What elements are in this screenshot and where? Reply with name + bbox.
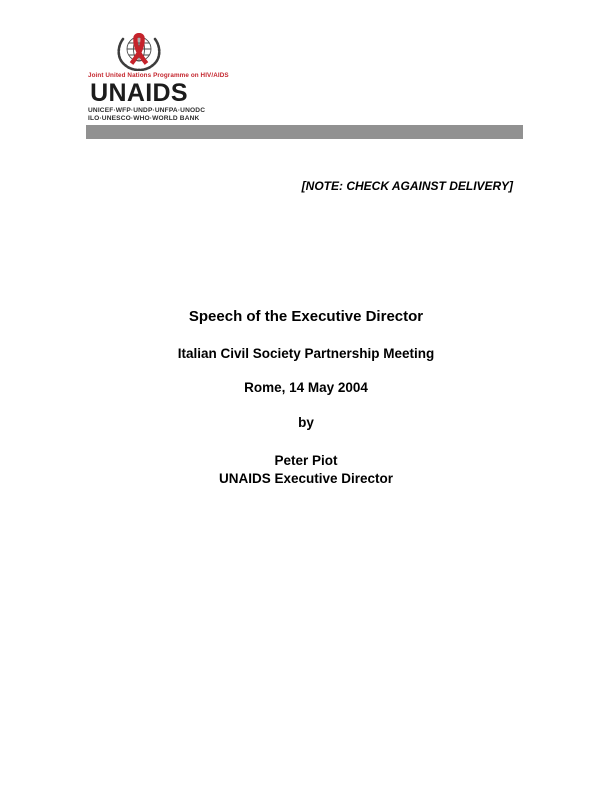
author-name: Peter Piot	[274, 453, 338, 468]
unaids-emblem-icon	[113, 33, 165, 71]
speech-title: Speech of the Executive Director	[188, 308, 424, 325]
author-title: UNAIDS Executive Director	[218, 471, 394, 486]
logo-cosponsors-line1: UNICEF·WFP·UNDP·UNFPA·UNODC	[88, 106, 206, 114]
divider-bar	[86, 125, 523, 139]
byline: by	[298, 415, 314, 430]
meeting-subtitle: Italian Civil Society Partnership Meeting	[177, 346, 435, 361]
logo-cosponsors	[88, 106, 206, 125]
unaids-logo	[88, 33, 229, 124]
delivery-note: [NOTE: CHECK AGAINST DELIVERY]	[301, 179, 513, 193]
logo-cosponsors-line2: ILO·UNESCO·WHO·WORLD BANK	[88, 115, 200, 123]
location-date: Rome, 14 May 2004	[244, 380, 368, 395]
logo-program-line: Joint United Nations Programme on HIV/AIDS	[88, 72, 229, 79]
logo-wordmark: UNAIDS	[90, 78, 188, 107]
